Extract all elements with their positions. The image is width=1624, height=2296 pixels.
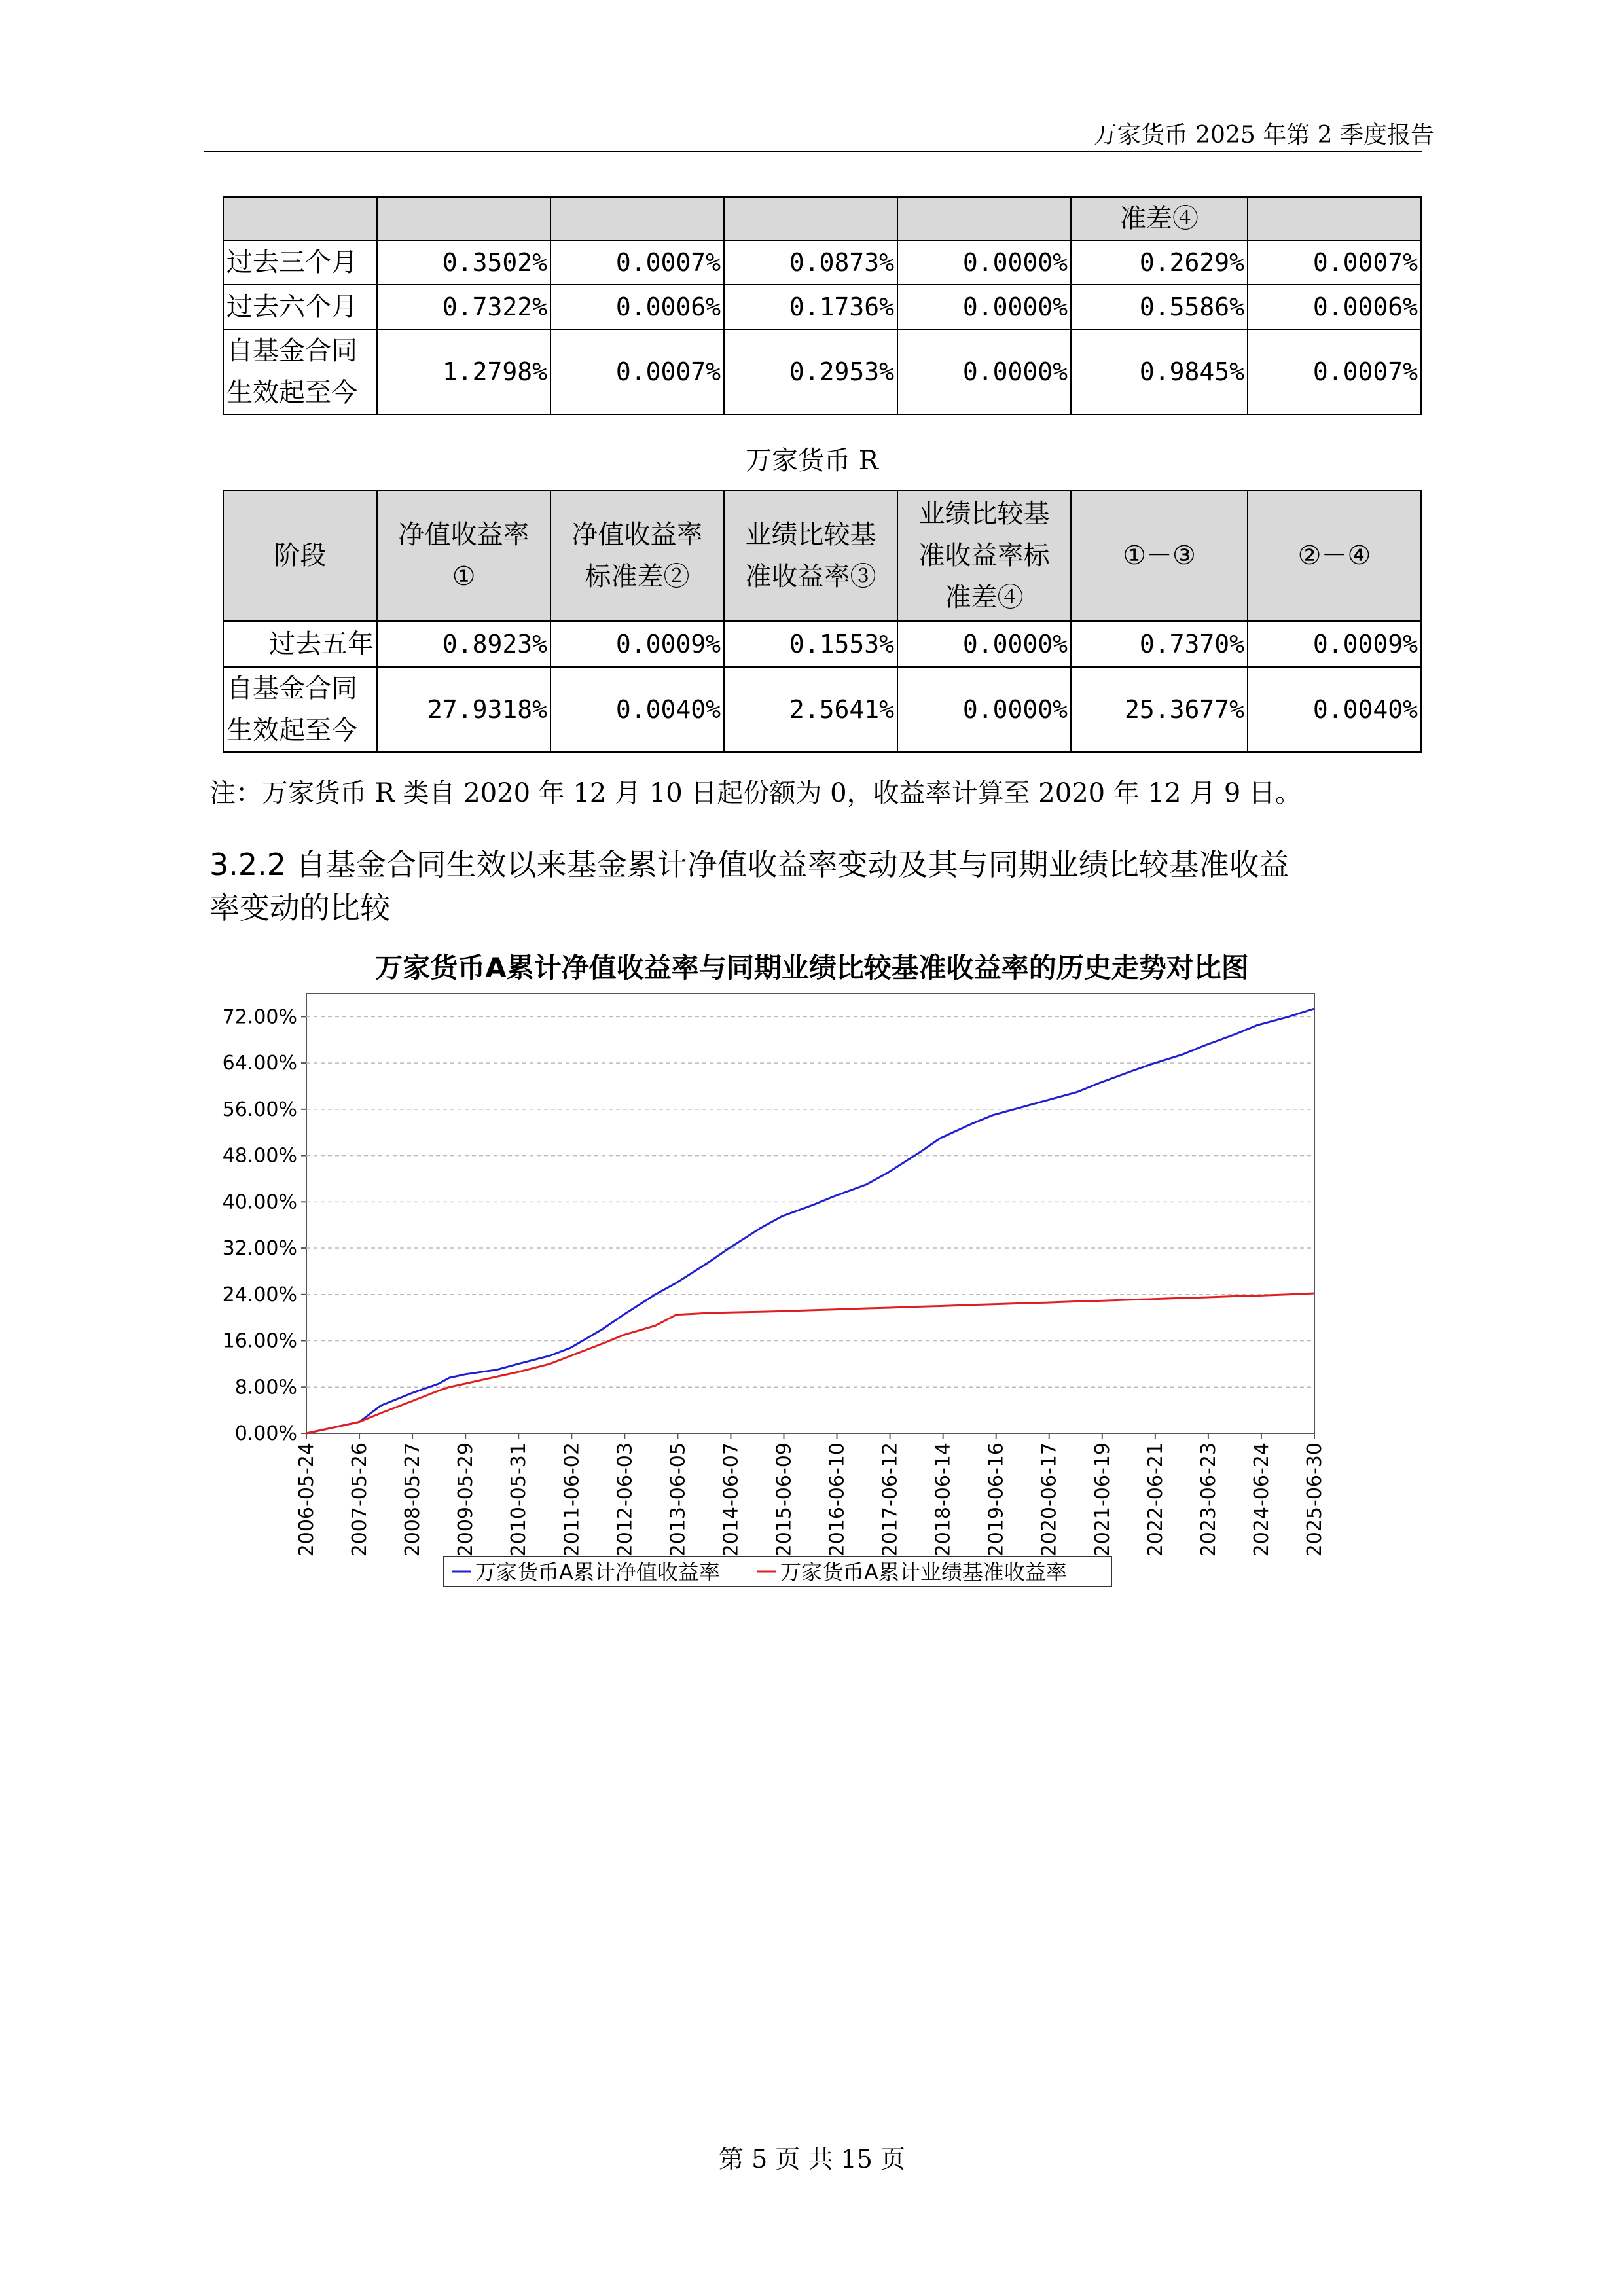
table-cell: 0.0000% (897, 285, 1071, 329)
header-cell (1248, 490, 1421, 621)
table-cell: 0.0040% (550, 667, 724, 752)
page-footer: 第 5 页 共 15 页 (719, 2145, 905, 2174)
table-cell: 0.1553% (724, 621, 897, 667)
header-cell (550, 197, 724, 240)
table-cell: 0.9845% (1071, 329, 1248, 414)
table-cell: 0.0000% (897, 667, 1071, 752)
x-tick-label: 2009-05-29 (454, 1443, 478, 1557)
table-cell: 0.3502% (377, 240, 550, 285)
table-cell: 25.3677% (1071, 667, 1248, 752)
table-cell: 0.0009% (1248, 621, 1421, 667)
x-tick-label: 2021-06-19 (1091, 1443, 1114, 1557)
header-line: 业绩比较基 (918, 499, 1050, 529)
header-cell (724, 490, 897, 621)
header-line: 标准差② (585, 562, 690, 592)
header-cell (1071, 490, 1248, 621)
table-row (223, 621, 1421, 667)
header-cell-stage (223, 490, 377, 621)
y-axis-ticks (223, 1005, 306, 1445)
row-label-line: 生效起至今 (226, 715, 357, 745)
table-cell: 0.0006% (1248, 285, 1421, 329)
x-tick-label: 2008-05-27 (401, 1443, 425, 1557)
y-tick-label: 40.00% (222, 1191, 297, 1214)
chart-legend (444, 1556, 1111, 1587)
table-note: 注：万家货币 R 类自 2020 年 12 月 10 日起份额为 0，收益率计算至 2020 年 12 月 9 日。 (209, 778, 1302, 808)
y-tick-label: 16.00% (222, 1329, 297, 1353)
header-cell (377, 197, 550, 240)
section-heading-line: 3.2.2 自基金合同生效以来基金累计净值收益率变动及其与同期业绩比较基准收益 (209, 847, 1290, 882)
header-cell (724, 197, 897, 240)
table-cell: 0.0007% (550, 329, 724, 414)
row-label: 过去三个月 (223, 240, 377, 285)
x-tick-label: 2016-06-10 (825, 1443, 849, 1557)
table-cell: 0.0007% (1248, 329, 1421, 414)
x-tick-label: 2023-06-23 (1197, 1443, 1220, 1557)
header-cell (897, 197, 1071, 240)
table-cell: 0.0040% (1248, 667, 1421, 752)
x-tick-label: 2015-06-09 (772, 1443, 796, 1557)
table-cell: 0.2953% (724, 329, 897, 414)
header-cell (897, 490, 1071, 621)
table-row (223, 285, 1421, 329)
table-row (223, 667, 1421, 752)
x-tick-label: 2007-05-26 (348, 1443, 372, 1557)
performance-table-a-continued (223, 196, 1422, 415)
x-tick-label: 2014-06-07 (719, 1443, 743, 1557)
table-cell: 0.0873% (724, 240, 897, 285)
header-divider (204, 151, 1422, 152)
header-line: ②－④ (1297, 541, 1371, 571)
header-line: ① (452, 562, 476, 592)
x-tick-label: 2020-06-17 (1038, 1443, 1061, 1557)
table-cell: 2.5641% (724, 667, 897, 752)
header-line: ①－③ (1123, 541, 1196, 571)
y-tick-label: 32.00% (222, 1237, 297, 1261)
y-tick-label: 24.00% (222, 1283, 297, 1306)
header-line: 净值收益率 (571, 520, 703, 550)
x-tick-label: 2006-05-24 (295, 1443, 318, 1557)
x-tick-label: 2010-05-31 (507, 1443, 531, 1557)
table-cell: 0.7322% (377, 285, 550, 329)
performance-table-r (223, 490, 1422, 753)
table-cell: 0.0000% (897, 329, 1071, 414)
x-tick-label: 2025-06-30 (1303, 1443, 1326, 1557)
header-cell (377, 490, 550, 621)
table-cell: 0.7370% (1071, 621, 1248, 667)
table-cell: 0.0000% (897, 621, 1071, 667)
row-label-line: 自基金合同 (226, 673, 357, 704)
header-cell (550, 490, 724, 621)
x-tick-label: 2022-06-21 (1144, 1443, 1167, 1557)
table-cell: 0.0006% (550, 285, 724, 329)
header-line: 业绩比较基 (745, 520, 876, 550)
table-cell: 27.9318% (377, 667, 550, 752)
x-tick-label: 2019-06-16 (984, 1443, 1008, 1557)
header-cell: 准差④ (1071, 197, 1248, 240)
table-caption: 万家货币 R (746, 446, 878, 476)
table-cell: 0.0009% (550, 621, 724, 667)
table-cell: 0.1736% (724, 285, 897, 329)
table-header-row (223, 490, 1421, 621)
header-cell (1248, 197, 1421, 240)
table-row (223, 240, 1421, 285)
legend-label-nav: 万家货币A累计净值收益率 (475, 1560, 720, 1585)
x-axis-ticks (295, 1433, 1326, 1556)
header-line: 阶段 (274, 541, 327, 571)
table-row (223, 329, 1421, 414)
row-label (223, 667, 377, 752)
row-label (223, 329, 377, 414)
header-line: 准收益率标 (918, 541, 1050, 571)
table-cell: 0.0000% (897, 240, 1071, 285)
y-tick-label: 64.00% (222, 1052, 297, 1075)
y-tick-label: 48.00% (222, 1144, 297, 1168)
table-cell: 1.2798% (377, 329, 550, 414)
x-tick-label: 2011-06-02 (560, 1443, 584, 1557)
table-cell: 0.0007% (1248, 240, 1421, 285)
section-heading-line: 率变动的比较 (209, 890, 390, 925)
x-tick-label: 2017-06-12 (878, 1443, 902, 1557)
row-label: 过去六个月 (223, 285, 377, 329)
header-line: 净值收益率 (398, 520, 530, 550)
row-label-line: 自基金合同 (226, 336, 357, 366)
x-tick-label: 2024-06-24 (1250, 1443, 1273, 1557)
table-cell: 0.5586% (1071, 285, 1248, 329)
y-tick-label: 0.00% (234, 1422, 297, 1445)
table-cell: 0.8923% (377, 621, 550, 667)
section-heading (209, 843, 1427, 929)
performance-line-chart (196, 982, 1335, 1604)
header-cell (223, 197, 377, 240)
y-tick-label: 8.00% (234, 1376, 297, 1399)
x-tick-label: 2018-06-14 (931, 1443, 955, 1557)
header-line: 准差④ (945, 583, 1024, 613)
y-tick-label: 56.00% (222, 1098, 297, 1121)
row-label: 过去五年 (223, 621, 377, 667)
x-tick-label: 2012-06-03 (613, 1443, 637, 1557)
chart-title: 万家货币A累计净值收益率与同期业绩比较基准收益率的历史走势对比图 (375, 952, 1249, 984)
table-header-row (223, 197, 1421, 240)
table-cell: 0.2629% (1071, 240, 1248, 285)
y-tick-label: 72.00% (222, 1005, 297, 1029)
page-header-title: 万家货币 2025 年第 2 季度报告 (1093, 122, 1434, 149)
legend-label-benchmark: 万家货币A累计业绩基准收益率 (780, 1560, 1067, 1585)
x-tick-label: 2013-06-05 (666, 1443, 690, 1557)
table-cell: 0.0007% (550, 240, 724, 285)
row-label-line: 生效起至今 (226, 378, 357, 408)
header-line: 准收益率③ (745, 562, 876, 592)
